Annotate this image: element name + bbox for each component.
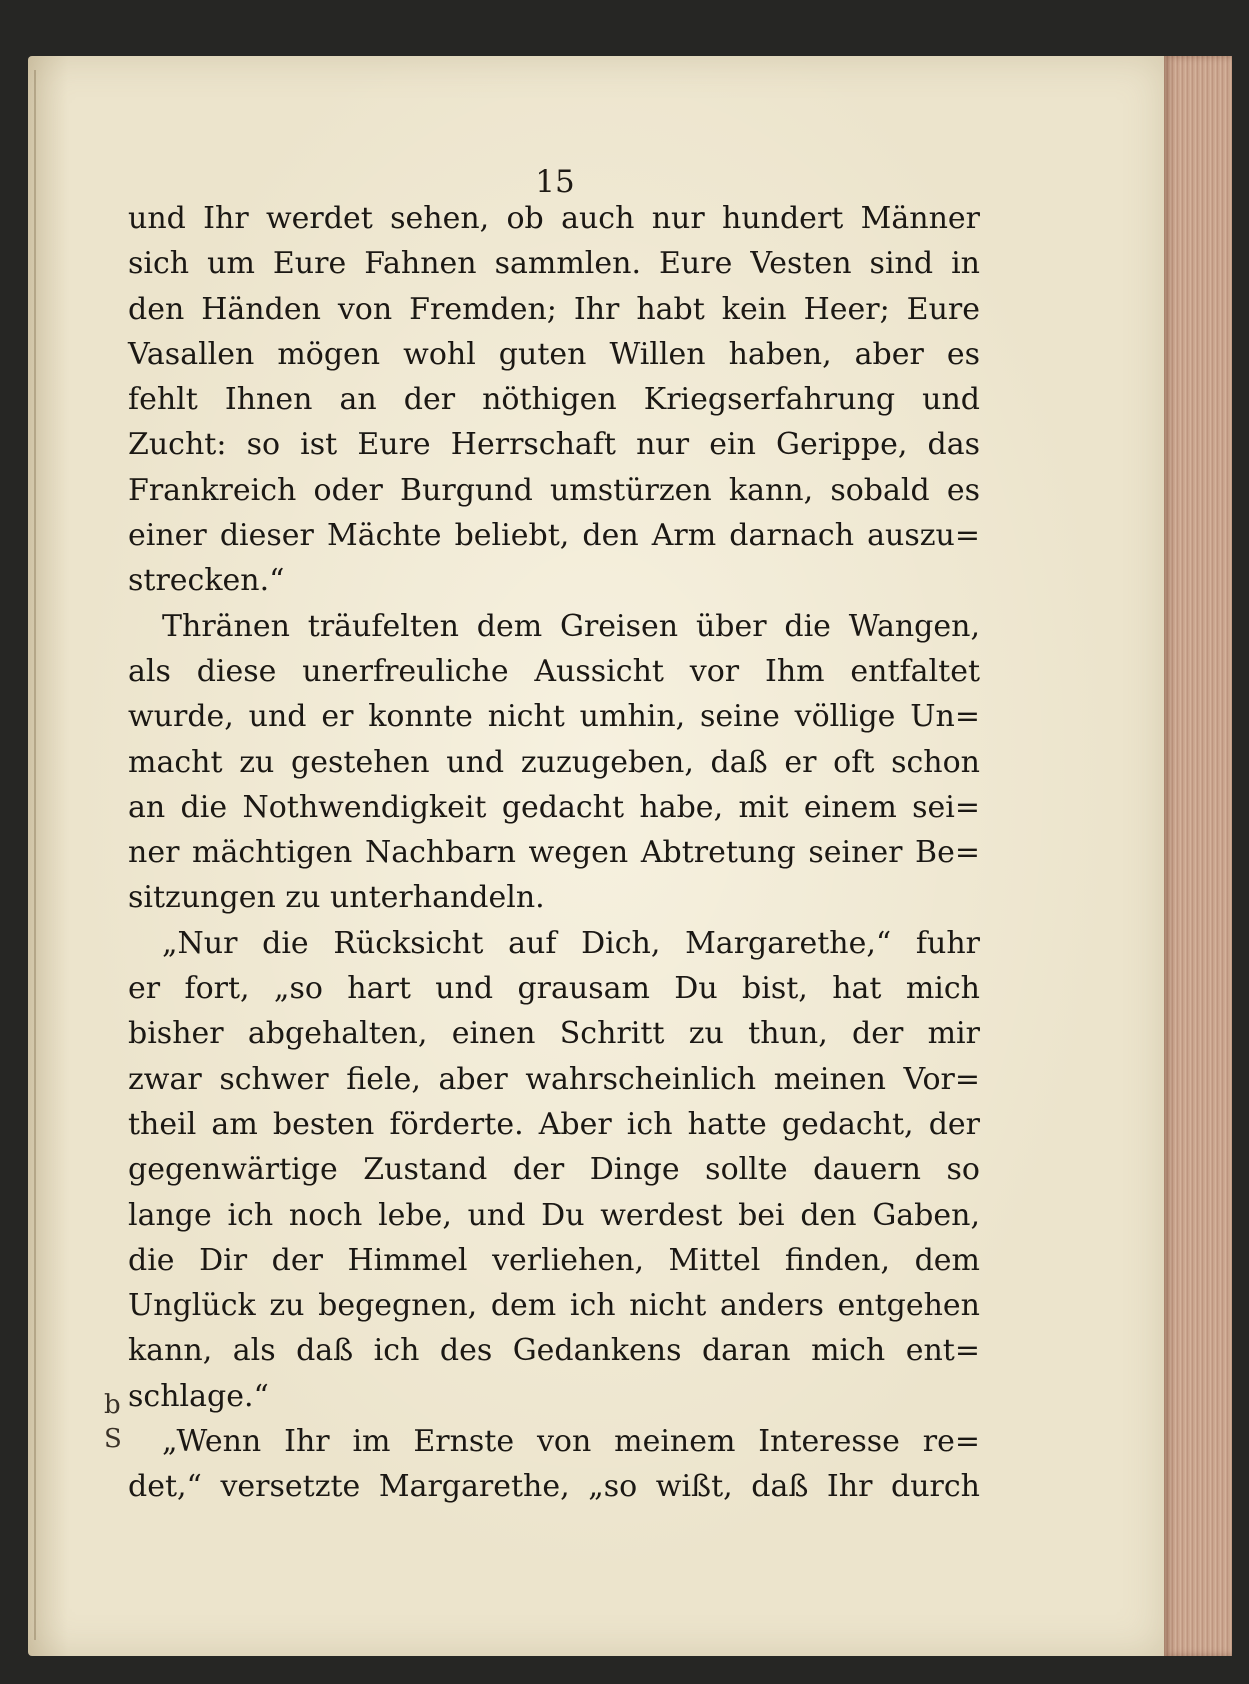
text-line: bisher abgehalten, einen Schritt zu thun, der mir <box>128 1016 980 1052</box>
text-line: gegenwärtige Zustand der Dinge sollte dauern so <box>128 1152 980 1188</box>
text-line: Vasallen mögen wohl guten Willen haben, aber es <box>128 336 980 372</box>
text-line: sich um Eure Fahnen sammlen. Eure Vesten sind in <box>128 246 980 282</box>
text-line: macht zu gestehen und zuzugeben, daß er oft schon <box>128 744 980 780</box>
margin-mark: b <box>104 1390 121 1420</box>
text-line: zwar schwer fiele, aber wahrscheinlich meinen Vor= <box>128 1061 980 1097</box>
margin-mark: S <box>104 1424 122 1454</box>
text-line: kann, als daß ich des Gedankens daran mich ent= <box>128 1333 980 1369</box>
text-line: als diese unerfreuliche Aussicht vor Ihm entfaltet <box>128 653 980 689</box>
page-number: 15 <box>535 164 575 200</box>
text-line: an die Nothwendigkeit gedacht habe, mit einem sei= <box>128 789 980 825</box>
text-line: Unglück zu begegnen, dem ich nicht anders entgehen <box>128 1288 980 1324</box>
page-edges <box>1164 56 1232 1656</box>
text-line: fehlt Ihnen an der nöthigen Kriegserfahrung und <box>128 382 980 418</box>
text-line: det,“ versetzte Margarethe, „so wißt, daß Ihr durch <box>128 1469 980 1505</box>
text-line: den Händen von Fremden; Ihr habt kein Heer; Eure <box>128 291 980 327</box>
text-line: einer dieser Mächte beliebt, den Arm darnach auszu= <box>128 518 980 554</box>
body-text <box>128 196 980 1510</box>
text-line: ner mächtigen Nachbarn wegen Abtretung seiner Be= <box>128 835 980 871</box>
paragraph-start: „Nur die Rücksicht auf Dich, Margarethe,“ fuhr <box>162 925 980 961</box>
text-line: schlage.“ <box>128 1378 269 1414</box>
text-line: Zucht: so ist Eure Herrschaft nur ein Gerippe, das <box>128 427 980 463</box>
text-line: er fort, „so hart und grausam Du bist, hat mich <box>128 971 980 1007</box>
text-line: Frankreich oder Burgund umstürzen kann, sobald es <box>128 472 980 508</box>
text-line: strecken.“ <box>128 563 285 599</box>
text-line: wurde, und er konnte nicht umhin, seine völlige Un= <box>128 699 980 735</box>
gutter-shadow <box>34 70 36 1640</box>
text-line: sitzungen zu unterhandeln. <box>128 880 545 916</box>
paragraph-start: Thränen träufelten dem Greisen über die Wangen, <box>162 608 980 644</box>
paragraph-start: „Wenn Ihr im Ernste von meinem Interesse re= <box>162 1424 980 1460</box>
text-line: lange ich noch lebe, und Du werdest bei den Gaben, <box>128 1197 980 1233</box>
text-line: theil am besten förderte. Aber ich hatte gedacht, der <box>128 1106 980 1142</box>
text-line: die Dir der Himmel verliehen, Mittel finden, dem <box>128 1242 980 1278</box>
text-line: und Ihr werdet sehen, ob auch nur hundert Männer <box>128 201 980 236</box>
